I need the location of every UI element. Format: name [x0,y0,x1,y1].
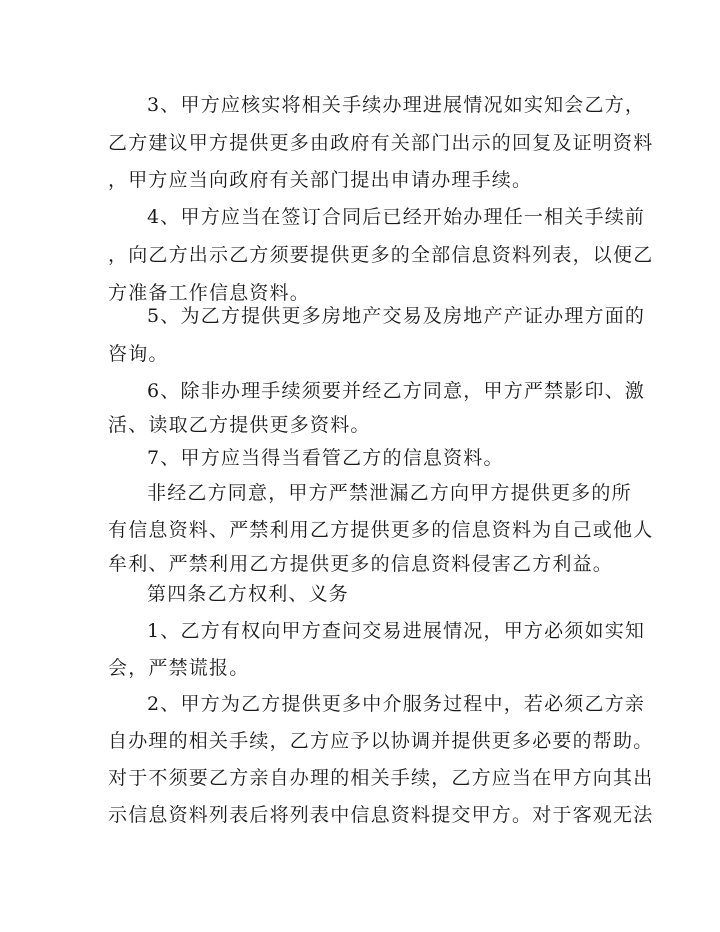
section-heading-article-4: 第四条乙方权利、义务 [147,583,350,605]
text-line-4: 4、甲方应当在签订合同后已经开始办理任一相关手续前 [147,206,646,228]
text-line-5: ，向乙方出示乙方须要提供更多的全部信息资料列表，以便乙 [108,244,654,266]
text-line-10: 活、读取乙方提供更多资料。 [108,414,371,436]
text-line-1: 3、甲方应核实将相关手续办理进展情况如实知会乙方， [147,94,646,116]
text-line-12: 非经乙方同意，甲方严禁泄漏乙方向甲方提供更多的所 [147,482,632,504]
text-line-7: 5、为乙方提供更多房地产交易及房地产产证办理方面的 [147,305,646,327]
text-line-11: 7、甲方应当得当看管乙方的信息资料。 [147,447,504,469]
text-line-8: 咨询。 [108,343,169,365]
text-line-9: 6、除非办理手续须要并经乙方同意，甲方严禁影印、激 [147,380,646,402]
text-line-6: 方准备工作信息资料。 [108,282,311,304]
text-line-21: 示信息资料列表后将列表中信息资料提交甲方。对于客观无法 [108,804,654,826]
text-line-3: ，甲方应当向政府有关部门提出申请办理手续。 [108,169,533,191]
text-line-20: 对于不须要乙方亲自办理的相关手续，乙方应当在甲方向其出 [108,767,654,789]
text-line-17: 会，严禁谎报。 [108,657,250,679]
text-line-2: 乙方建议甲方提供更多由政府有关部门出示的回复及证明资料 [108,132,654,154]
text-line-18: 2、甲方为乙方提供更多中介服务过程中，若必须乙方亲 [147,693,646,715]
text-line-19: 自办理的相关手续，乙方应予以协调并提供更多必要的帮助。 [108,730,654,752]
text-line-13: 有信息资料、严禁利用乙方提供更多的信息资料为自己或他人 [108,519,654,541]
text-line-14: 牟利、严禁利用乙方提供更多的信息资料侵害乙方利益。 [108,553,614,575]
text-line-16: 1、乙方有权向甲方查问交易进展情况，甲方必须如实知 [147,620,646,642]
